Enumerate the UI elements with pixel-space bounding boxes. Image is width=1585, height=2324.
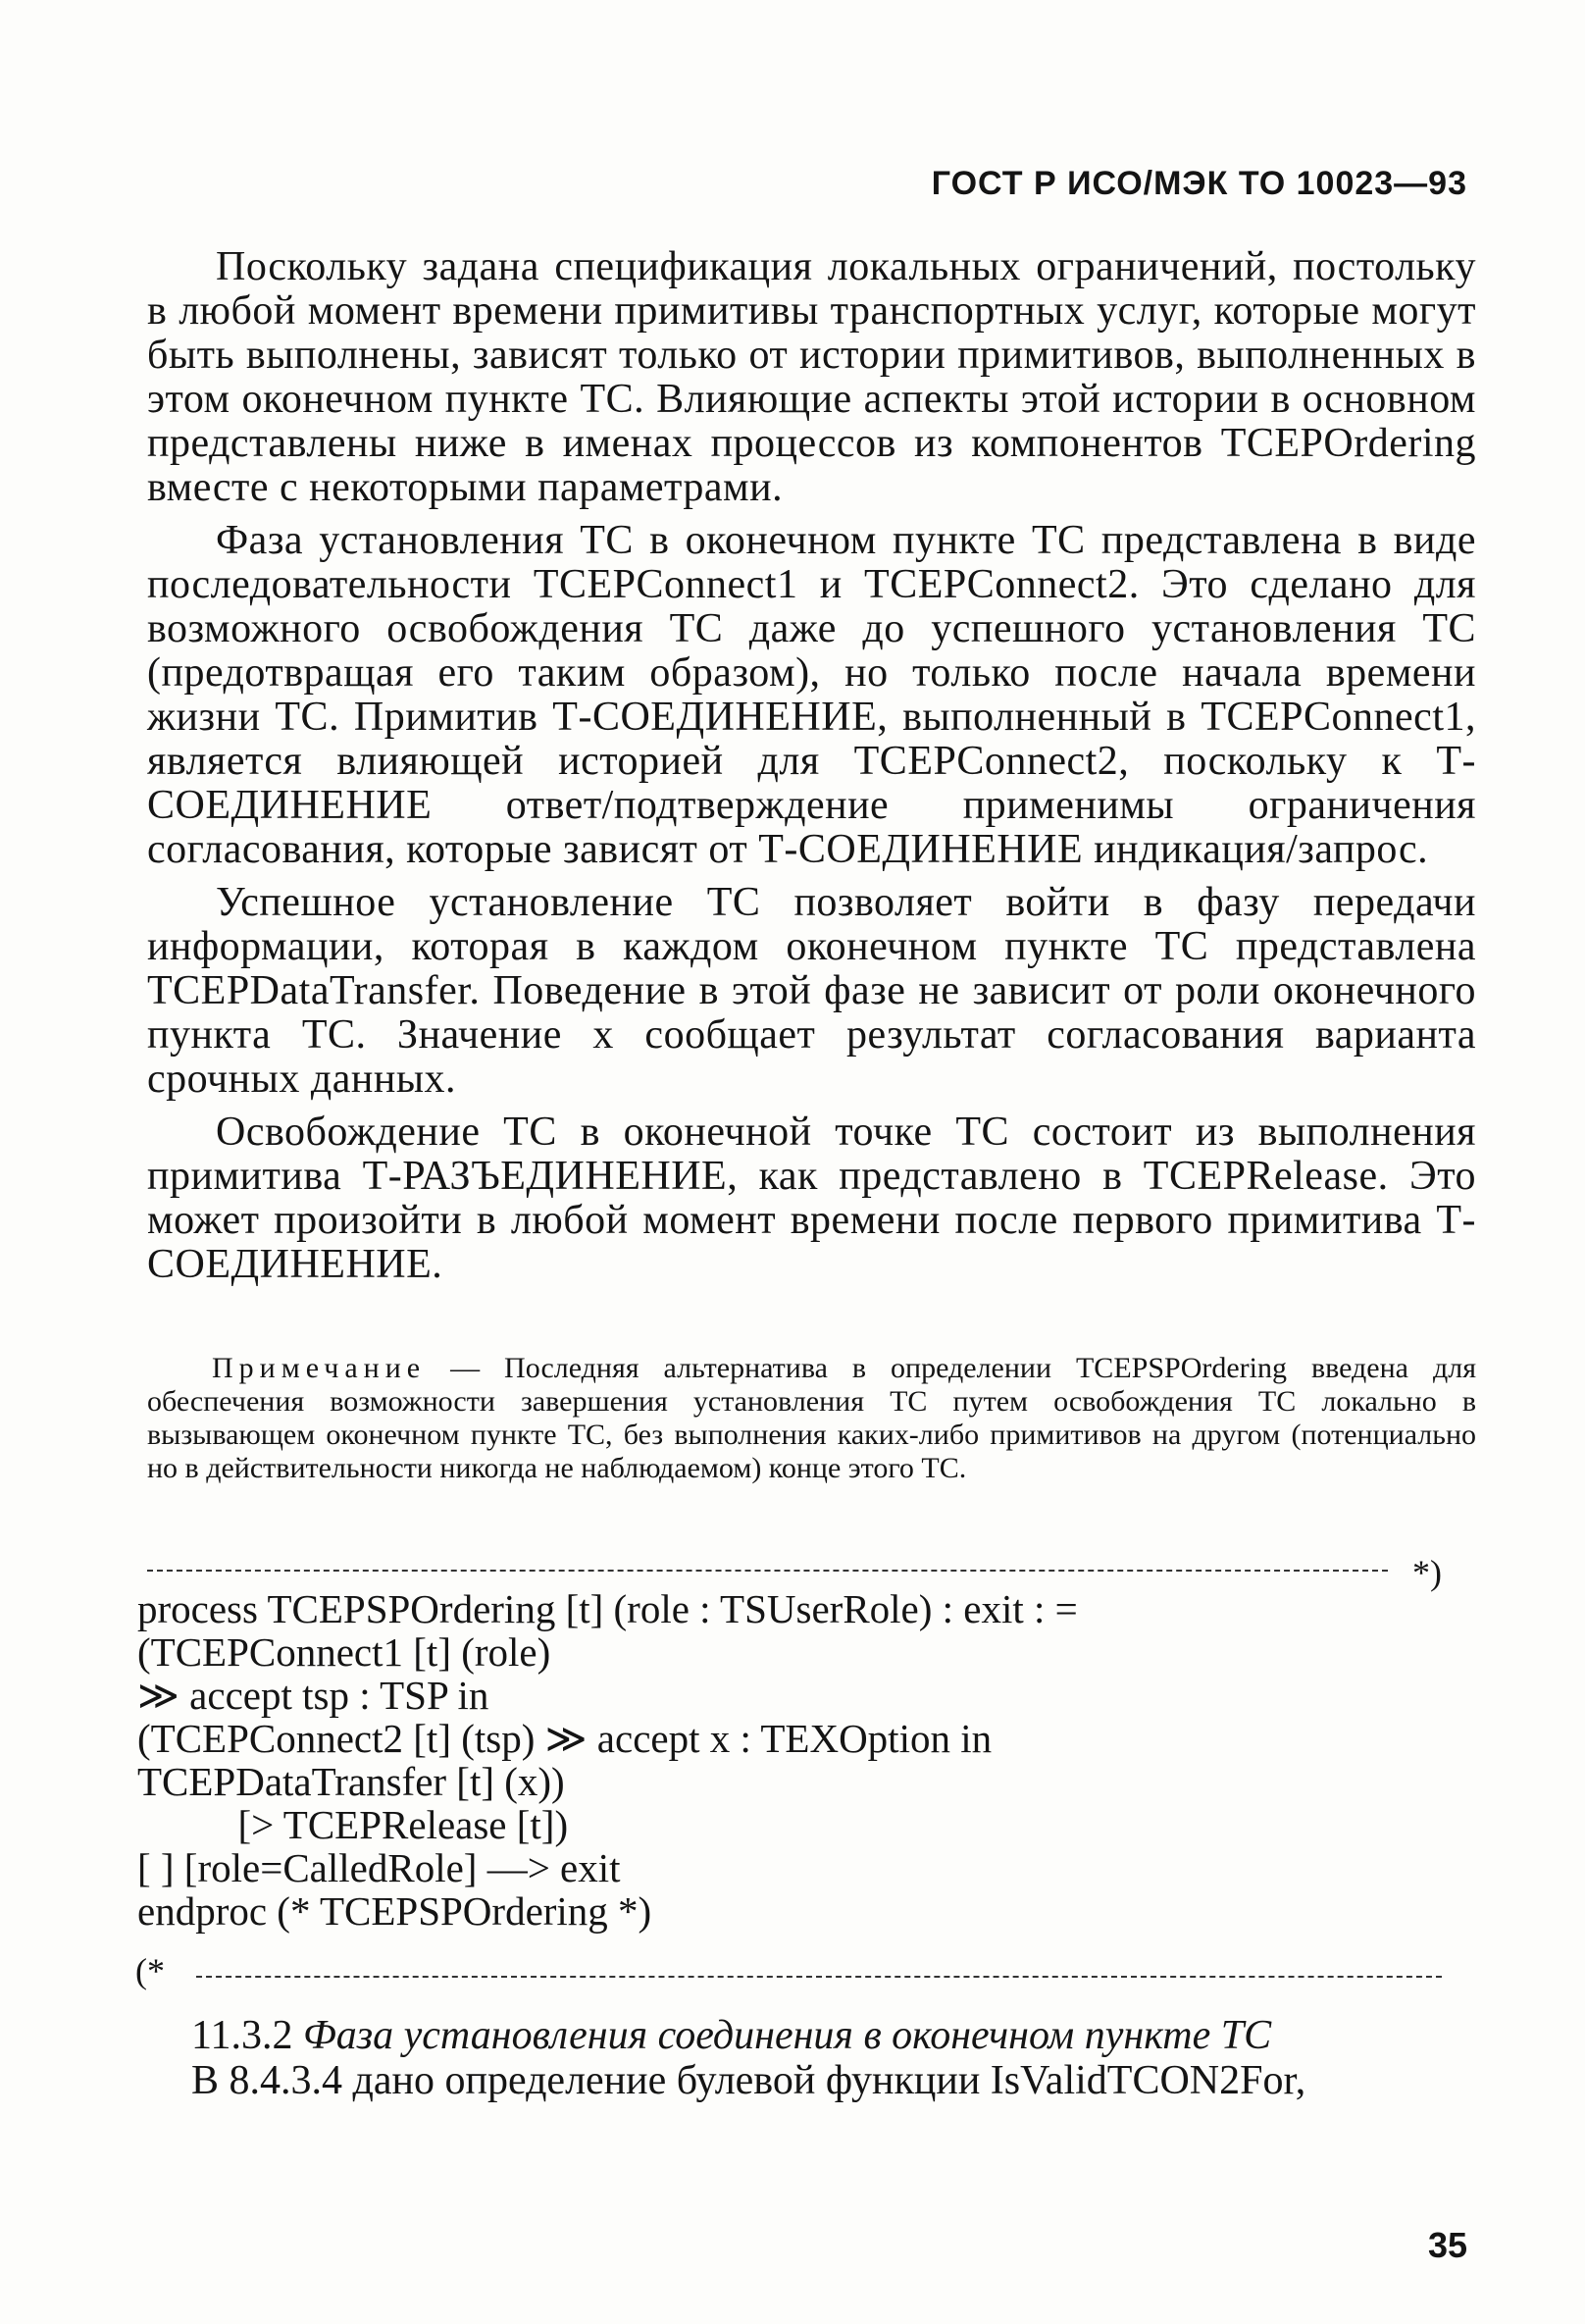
note-text: — Последняя альтернатива в определении TCEPSPOrdering введена для обеспечения возможности завершения установления ТС путем освобождения ТС локально в вызывающем оконечном пункте ТС, без выполнения каких-либо примитивов на другом (потенциально но в действительности никогда не наблюдаемом) конце этого ТС. xyxy=(147,1352,1476,1484)
comment-open-marker: (* xyxy=(135,1951,165,1990)
code-line: process TCEPSPOrdering [t] (role : TSUserRole) : exit : = xyxy=(137,1586,1078,1631)
paragraph: Фаза установления ТС в оконечном пункте ТС представлена в виде последовательности TCEPConnect1 и TCEPConnect2. Это сделано для возможного освобождения ТС даже до успешного установления ТС (предотвращая его таким образом), но только после начала времени жизни ТС. Примитив Т-СОЕДИНЕНИЕ, выполненный в TCEPConnect1, является влияющей историей для TCEPConnect2, поскольку к Т-СОЕДИНЕНИЕ ответ/подтверждение применимы ограничения согласования, которые зависят от Т-СОЕДИНЕНИЕ индикация/запрос. xyxy=(147,518,1476,872)
paragraph: Успешное установление ТС позволяет войти в фазу передачи информации, которая в каждом оконечном пункте ТС представлена TCEPDataTransfer. Поведение в этой фазе не зависит от роли оконечного пункта ТС. Значение x сообщает результат согласования варианта срочных данных. xyxy=(147,880,1476,1102)
section-heading xyxy=(147,2013,1476,2058)
note xyxy=(147,1352,1476,1485)
code-line: [> TCEPRelease [t]) xyxy=(137,1802,569,1847)
code-line: endproc (* TCEPSPOrdering *) xyxy=(137,1888,652,1934)
note-label: Примечание xyxy=(212,1352,427,1384)
dashed-separator xyxy=(147,1570,1388,1572)
section-number: 11.3.2 xyxy=(191,2013,293,2058)
section-title: Фаза установления соединения в оконечном пункте ТС xyxy=(302,2013,1272,2058)
page-number: 35 xyxy=(1427,2225,1467,2265)
section xyxy=(147,2013,1476,2103)
paragraph: Поскольку задана спецификация локальных ограничений, постольку в любой момент времени примитивы транспортных услуг, которые могут быть выполнены, зависят только от истории примитивов, выполненных в этом оконечном пункте ТС. Влияющие аспекты этой истории в основном представлены ниже в именах процессов из компонентов TCEPOrdering вместе с некоторыми параметрами. xyxy=(147,244,1476,510)
code-line: ≫ accept tsp : TSP in xyxy=(137,1673,489,1718)
comment-close-marker: *) xyxy=(1412,1553,1442,1592)
paragraph: Освобождение ТС в оконечной точке ТС состоит из выполнения примитива Т-РАЗЪЕДИНЕНИЕ, как представлено в TCEPRelease. Это может произойти в любой момент времени после первого примитива Т-СОЕДИНЕНИЕ. xyxy=(147,1110,1476,1287)
code-line: [ ] [role=CalledRole] —> exit xyxy=(137,1845,621,1890)
code-line: (TCEPConnect2 [t] (tsp) ≫ accept x : TEXOption in xyxy=(137,1716,993,1761)
code-line: (TCEPConnect1 [t] (role) xyxy=(137,1629,551,1675)
code-line: TCEPDataTransfer [t] (x)) xyxy=(137,1759,565,1804)
code-block xyxy=(137,1587,1078,1933)
dashed-separator xyxy=(196,1976,1442,1978)
page-header: ГОСТ Р ИСО/МЭК ТО 10023—93 xyxy=(931,165,1467,202)
section-text: В 8.4.3.4 дано определение булевой функции IsValidTCON2For, xyxy=(191,2058,1306,2103)
body-text xyxy=(147,245,1476,1296)
